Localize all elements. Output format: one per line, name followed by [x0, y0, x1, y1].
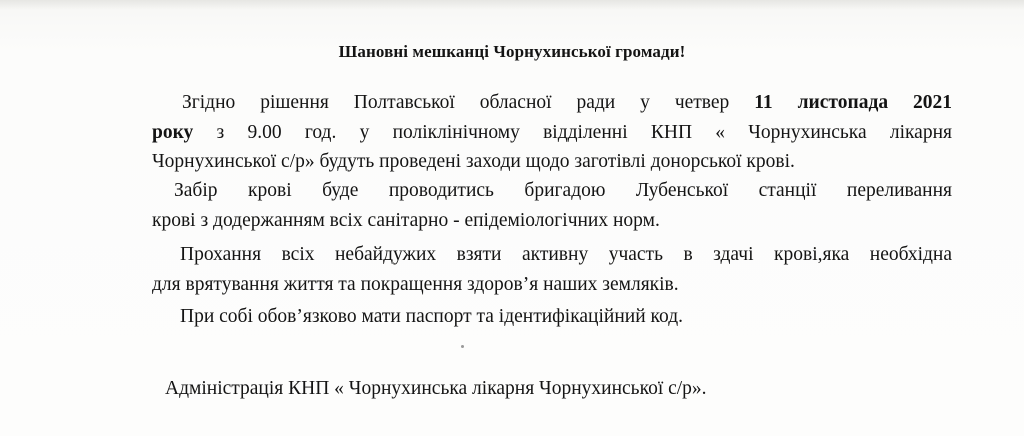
paragraph-request: [152, 240, 952, 299]
paragraph-line: [152, 88, 952, 118]
date-bold: 11 листопада 2021: [754, 92, 952, 113]
year-bold: року: [152, 121, 194, 143]
paragraph-line: для врятування життя та покращення здоров’я наших земляків.: [152, 273, 679, 295]
scan-edge-shadow: [0, 0, 1024, 10]
paragraph-line: Прохання всіх небайдужих взяти активну участь в здачі крові,яка необхідна: [180, 244, 952, 265]
paragraph-documents: [152, 302, 952, 332]
scan-speck: [461, 345, 464, 348]
paragraph-line: Чорнухинської с/р» будуть проведені заходи щодо заготівлі донорської крові.: [152, 151, 795, 172]
signature-line: Адміністрація КНП « Чорнухинська лікарня Чорнухинської с/р».: [165, 378, 707, 399]
paragraph-blood-collection: [152, 176, 952, 235]
paragraph-line: Забір крові буде проводитись бригадою Лубенської станції переливання: [174, 180, 952, 201]
paragraph-donation-date: [152, 88, 952, 177]
notice-title: Шановні мешканці Чорнухинської громади!: [338, 42, 686, 61]
paragraph-line: [152, 118, 952, 148]
paragraph-line: При собі обов’язково мати паспорт та ідентифікаційний код.: [180, 306, 684, 327]
paragraph-text: Згідно рішення Полтавської обласної ради у четвер: [182, 92, 755, 113]
paragraph-line: крові з додержанням всіх санітарно - епідеміологічних норм.: [152, 209, 660, 231]
paragraph-text: з 9.00 год. у поліклінічному відділенні КНП « Чорнухинська лікарня: [193, 121, 952, 143]
